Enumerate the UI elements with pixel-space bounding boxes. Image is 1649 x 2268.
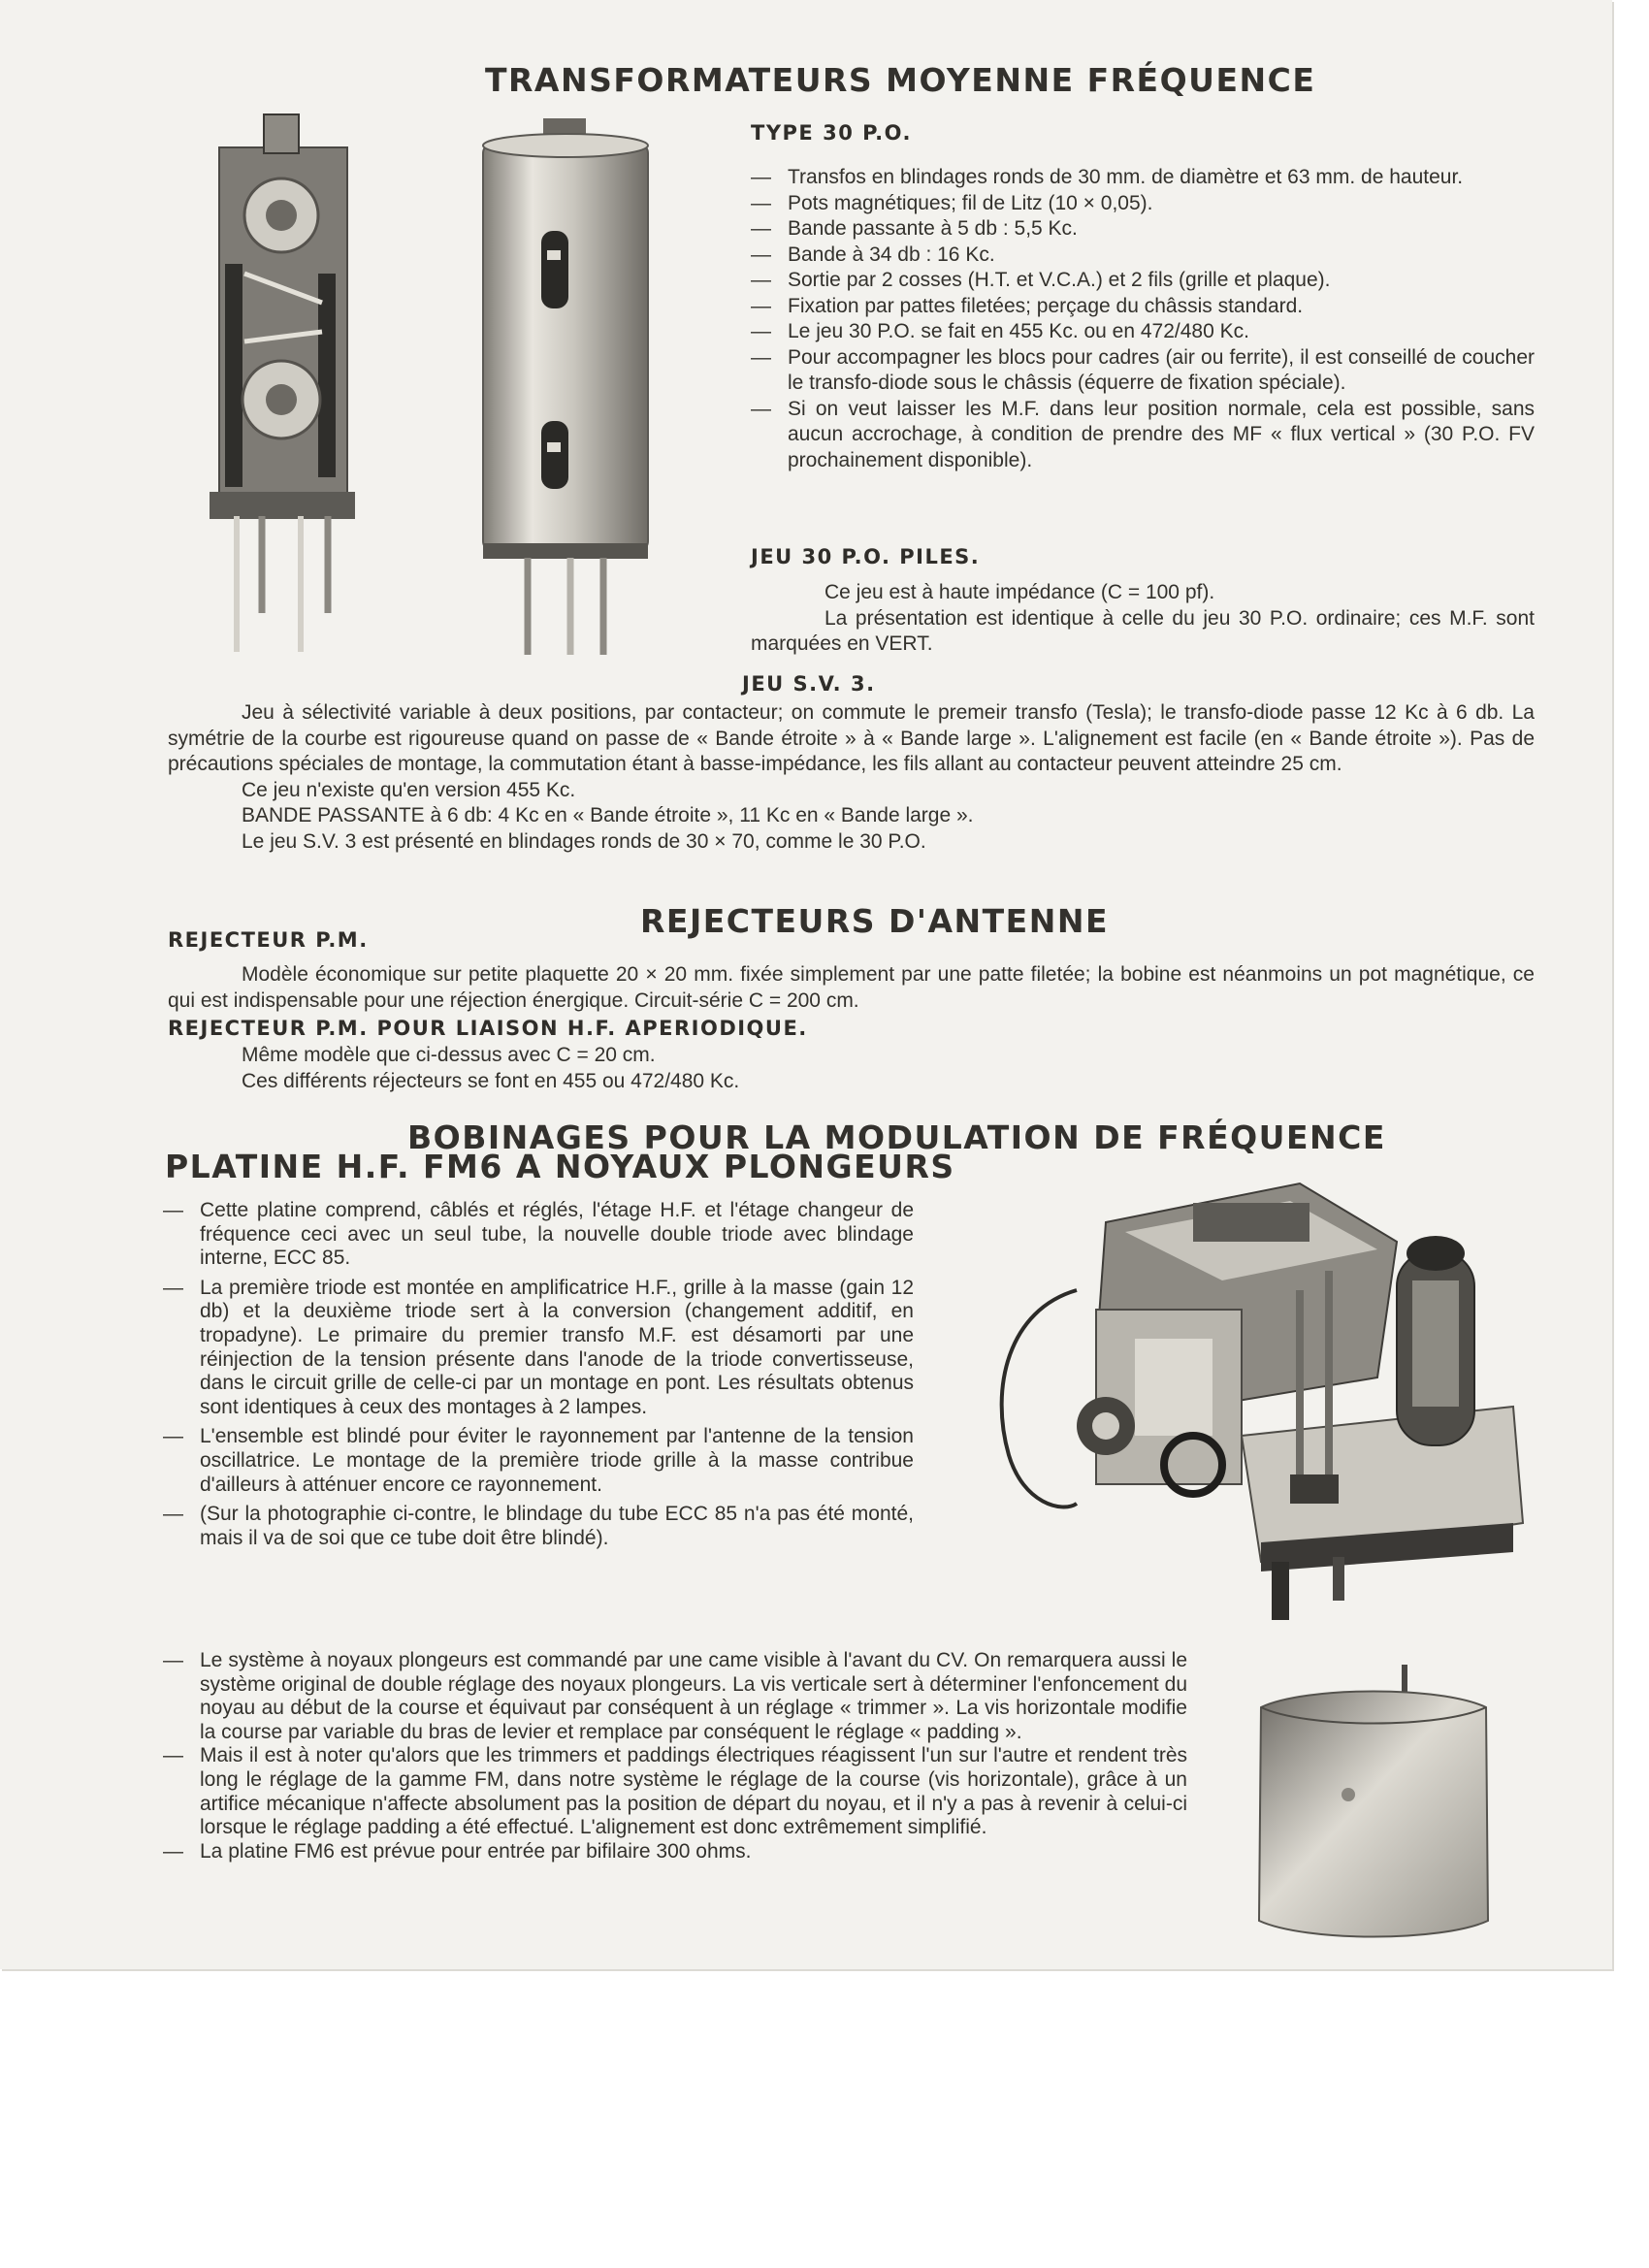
list-item: — Fixation par pattes filetées; perçage du châssis standard. bbox=[751, 294, 1535, 320]
piles-section bbox=[751, 580, 1535, 658]
rejecteur-liaison-line-2: Ces différents réjecteurs se font en 455 ou 472/480 Kc. bbox=[242, 1069, 740, 1092]
sv3-heading: JEU S.V. 3. bbox=[742, 672, 876, 696]
sv3-section bbox=[168, 700, 1535, 855]
platine-narrow-section bbox=[163, 1199, 914, 1550]
sv3-version: Ce jeu n'existe qu'en version 455 Kc. bbox=[242, 778, 576, 801]
sv3-presentation: Le jeu S.V. 3 est présenté en blindages ronds de 30 × 70, comme le 30 P.O. bbox=[242, 829, 926, 853]
platine-wide-section bbox=[163, 1649, 1187, 1863]
list-item: — La platine FM6 est prévue pour entrée par bifilaire 300 ohms. bbox=[163, 1840, 1187, 1864]
piles-heading: JEU 30 P.O. PILES. bbox=[751, 545, 981, 568]
rejecteur-pm-heading: REJECTEUR P.M. bbox=[168, 928, 369, 952]
sv3-bande-passante: BANDE PASSANTE à 6 db: 4 Kc en « Bande étroite », 11 Kc en « Bande large ». bbox=[242, 804, 974, 826]
list-item: — La première triode est montée en amplificatrice H.F., grille à la masse (gain 12 db) et la deuxième triode sert à la conversion (changement additif, en tropadyne). Le primaire du premier transfo M.F. est désamorti par une réinjection de la tension présente dans l'anode de la triode convertisseuse, dans le circuit grille de celle-ci par un montage en pont. Les résultats obtenus sont identiques à ceux des montages à 2 lampes. bbox=[163, 1277, 914, 1420]
list-item: — Mais il est à noter qu'alors que les trimmers et paddings électriques réagissent l'un sur l'autre et rendent très long le réglage de la gamme FM, dans notre système le réglage de la course (vis horizontale), grâce à un artifice mécanique n'affecte absolument pas la position de départ du noyau, et il n'y a pas à revenir à celui-ci lorsque le réglage padding a été effectué. L'alignement est donc extrêmement simplifié. bbox=[163, 1744, 1187, 1839]
transformer-open-photo bbox=[186, 109, 380, 662]
list-item: — Le jeu 30 P.O. se fait en 455 Kc. ou en 472/480 Kc. bbox=[751, 319, 1535, 345]
transformer-shielded-can-photo bbox=[479, 116, 654, 660]
sv3-paragraph: Jeu à sélectivité variable à deux positions, par contacteur; on commute le premeir transfo (Tesla); le transfo-diode passe 12 Kc à 6 db. La symétrie de la courbe est rigoureuse quand on passe de « Bande étroite » à « Bande large ». L'alignement est facile (en « Bande étroite »). Pas de précautions spéciales de montage, la commutation étant à basse-impédance, les fils allant au contacteur peuvent atteindre 25 cm. bbox=[168, 701, 1535, 775]
type30-section bbox=[751, 165, 1535, 473]
rejecteur-liaison-line-1: Même modèle que ci-dessus avec C = 20 cm. bbox=[242, 1044, 656, 1066]
rejecteur-pm-text: Modèle économique sur petite plaquette 20 × 20 mm. fixée simplement par une patte filetée; la bobine est néanmoins un pot magnétique, ce qui est indispensable pour une réjection énergique. Circuit-série C = 200 cm. bbox=[168, 963, 1535, 1012]
rejecteur-pm-section bbox=[168, 962, 1535, 1014]
bobinages-heading: BOBINAGES POUR LA MODULATION DE FRÉQUENCE bbox=[407, 1118, 1386, 1156]
platine-heading: PLATINE H.F. FM6 A NOYAUX PLONGEURS bbox=[165, 1148, 955, 1185]
list-item: — Pour accompagner les blocs pour cadres (air ou ferrite), il est conseillé de coucher le transfo-diode sous le châssis (équerre de fixation spéciale). bbox=[751, 345, 1535, 397]
list-item: — Le système à noyaux plongeurs est commandé par une came visible à l'avant du CV. On remarquera aussi le système original de double réglage des noyaux plongeurs. La vis verticale sert à déterminer l'enfoncement du noyau au début de la course et équivaut par conséquent à un réglage « trimmer ». La vis horizontale modifie la course par variable du bras de levier et remplace par conséquent le réglage « padding ». bbox=[163, 1649, 1187, 1744]
piles-line-1: Ce jeu est à haute impédance (C = 100 pf). bbox=[824, 581, 1215, 603]
platine-fm6-photo bbox=[970, 1164, 1533, 1649]
type30-heading: TYPE 30 P.O. bbox=[751, 121, 912, 145]
list-item: — Cette platine comprend, câblés et réglés, l'étage H.F. et l'étage changeur de fréquence ceci avec un seul tube, la nouvelle double triode avec blindage interne, ECC 85. bbox=[163, 1199, 914, 1271]
page-title: TRANSFORMATEURS MOYENNE FRÉQUENCE bbox=[485, 61, 1316, 99]
rejecteur-liaison-heading: REJECTEUR P.M. POUR LIAISON H.F. APERIODIQUE. bbox=[168, 1017, 808, 1040]
list-item: — Sortie par 2 cosses (H.T. et V.C.A.) et 2 fils (grille et plaque). bbox=[751, 268, 1535, 294]
list-item: — Bande passante à 5 db : 5,5 Kc. bbox=[751, 216, 1535, 243]
list-item: — L'ensemble est blindé pour éviter le rayonnement par l'antenne de la tension oscillatrice. Le montage de la première triode grille à la masse contribue d'ailleurs à atténuer encore ce rayonnement. bbox=[163, 1425, 914, 1497]
list-item: — Pots magnétiques; fil de Litz (10 × 0,05). bbox=[751, 191, 1535, 217]
list-item: — Si on veut laisser les M.F. dans leur position normale, cela est possible, sans aucun accrochage, à condition de prendre des MF « flux vertical » (30 P.O. FV prochainement disponible). bbox=[751, 397, 1535, 474]
piles-line-2: La présentation est identique à celle du jeu 30 P.O. ordinaire; ces M.F. sont marquées en VERT. bbox=[751, 606, 1535, 655]
list-item: — (Sur la photographie ci-contre, le blindage du tube ECC 85 n'a pas été monté, mais il va de soi que ce tube doit être blindé). bbox=[163, 1503, 914, 1550]
rejecteurs-heading: REJECTEURS D'ANTENNE bbox=[640, 902, 1109, 940]
shield-can-photo bbox=[1247, 1661, 1500, 1952]
list-item: — Transfos en blindages ronds de 30 mm. de diamètre et 63 mm. de hauteur. bbox=[751, 165, 1535, 191]
rejecteur-liaison-section bbox=[168, 1043, 1535, 1094]
list-item: — Bande à 34 db : 16 Kc. bbox=[751, 243, 1535, 269]
